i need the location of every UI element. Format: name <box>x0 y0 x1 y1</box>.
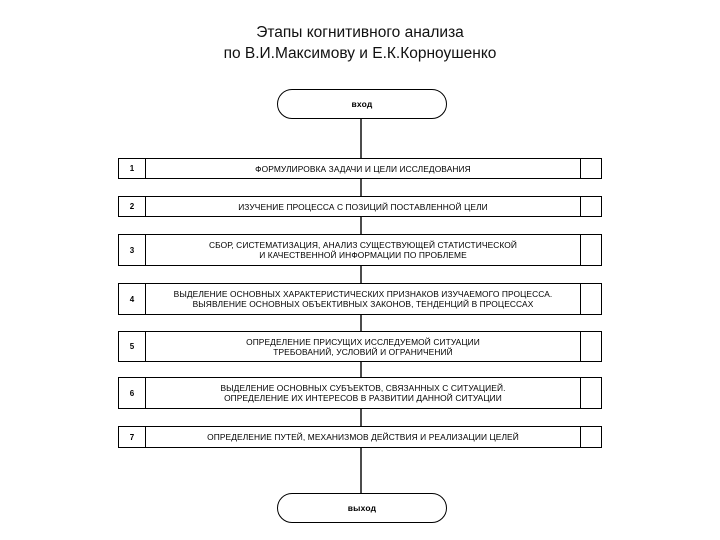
step-3-number: 3 <box>119 235 146 265</box>
start-label: вход <box>351 99 373 109</box>
step-1-line-1: ФОРМУЛИРОВКА ЗАДАЧИ И ЦЕЛИ ИССЛЕДОВАНИЯ <box>255 163 471 174</box>
step-7-box <box>118 426 602 448</box>
step-2-box <box>118 196 602 217</box>
end-label: выход <box>347 503 377 513</box>
step-6-line-1: ВЫДЕЛЕНИЕ ОСНОВНЫХ СУБЪЕКТОВ, СВЯЗАННЫХ С СИТУАЦИЕЙ. <box>220 383 506 393</box>
step-7-line-1: ОПРЕДЕЛЕНИЕ ПУТЕЙ, МЕХАНИЗМОВ ДЕЙСТВИЯ И РЕАЛИЗАЦИИ ЦЕЛЕЙ <box>207 432 519 442</box>
step-3-box <box>118 234 602 266</box>
step-1-box <box>118 158 602 179</box>
start-terminal <box>277 89 447 119</box>
step-3-text <box>146 235 580 265</box>
step-6-text <box>146 378 580 408</box>
step-4-line-1: ВЫДЕЛЕНИЕ ОСНОВНЫХ ХАРАКТЕРИСТИЧЕСКИХ ПРИЗНАКОВ ИЗУЧАЕМОГО ПРОЦЕССА. <box>173 289 553 299</box>
step-1-text <box>146 159 580 178</box>
step-5-number: 5 <box>119 332 146 361</box>
step-4-text <box>146 284 580 314</box>
title-line-2: по В.И.Максимову и Е.К.Корноушенко <box>223 45 497 62</box>
step-6-box <box>118 377 602 409</box>
step-4-line-2: ВЫЯВЛЕНИЕ ОСНОВНЫХ ОБЪЕКТИВНЫХ ЗАКОНОВ, ТЕНДЕНЦИЙ В ПРОЦЕССАХ <box>192 299 534 309</box>
step-4-tail-cell <box>580 284 601 314</box>
step-3-line-2: И КАЧЕСТВЕННОЙ ИНФОРМАЦИИ ПО ПРОБЛЕМЕ <box>259 250 467 260</box>
step-1-number: 1 <box>119 159 146 178</box>
step-4-number: 4 <box>119 284 146 314</box>
step-6-line-2: ОПРЕДЕЛЕНИЕ ИХ ИНТЕРЕСОВ В РАЗВИТИИ ДАННОЙ СИТУАЦИИ <box>224 393 502 403</box>
step-5-text <box>146 332 580 361</box>
end-terminal <box>277 493 447 523</box>
step-5-tail-cell <box>580 332 601 361</box>
step-5-line-2: ТРЕБОВАНИЙ, УСЛОВИЙ И ОГРАНИЧЕНИЙ <box>273 346 453 357</box>
step-3-tail-cell <box>580 235 601 265</box>
step-2-line-1: ИЗУЧЕНИЕ ПРОЦЕССА С ПОЗИЦИЙ ПОСТАВЛЕННОЙ ЦЕЛИ <box>238 201 488 212</box>
step-1-tail-cell <box>580 159 601 178</box>
step-3-line-1: СБОР, СИСТЕМАТИЗАЦИЯ, АНАЛИЗ СУЩЕСТВУЮЩЕЙ СТАТИСТИЧЕСКОЙ <box>208 240 518 250</box>
step-2-text <box>146 197 580 216</box>
step-2-tail-cell <box>580 197 601 216</box>
step-2-number: 2 <box>119 197 146 216</box>
step-5-line-1: ОПРЕДЕЛЕНИЕ ПРИСУЩИХ ИССЛЕДУЕМОЙ СИТУАЦИИ <box>246 336 480 347</box>
step-5-box <box>118 331 602 362</box>
step-6-number: 6 <box>119 378 146 408</box>
step-7-text <box>146 427 580 447</box>
title-line-1: Этапы когнитивного анализа <box>256 24 464 41</box>
step-6-tail-cell <box>580 378 601 408</box>
step-7-tail-cell <box>580 427 601 447</box>
step-7-number: 7 <box>119 427 146 447</box>
step-4-box <box>118 283 602 315</box>
